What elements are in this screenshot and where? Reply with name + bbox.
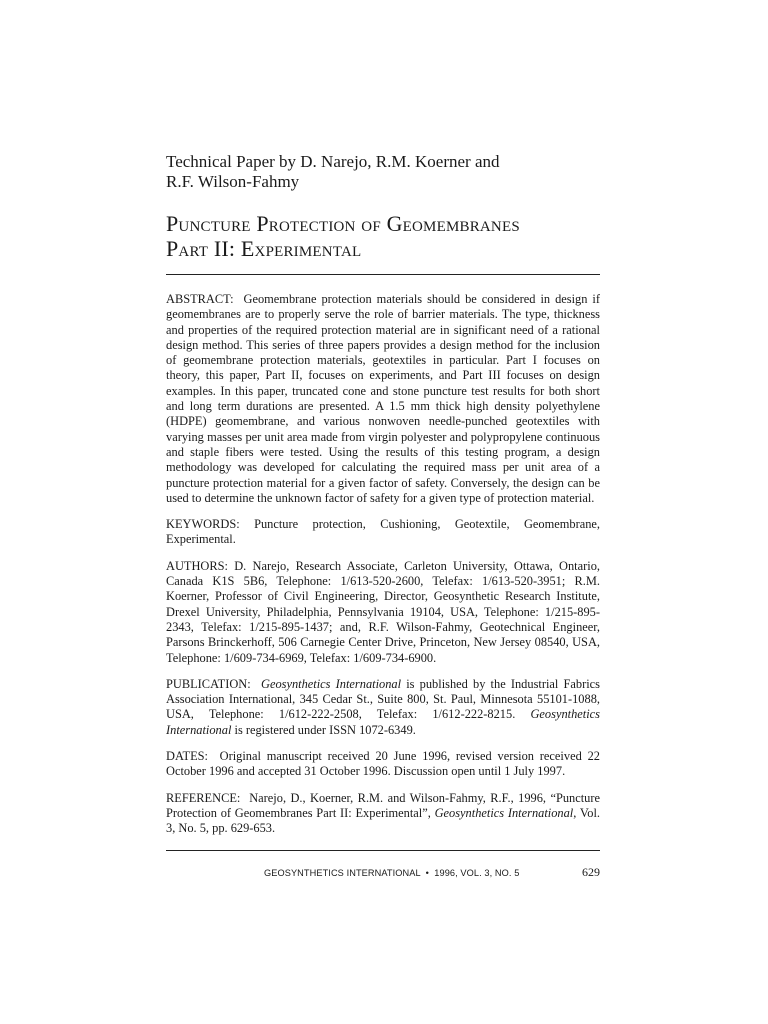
page-footer	[166, 866, 600, 882]
byline-line-1: Technical Paper by D. Narejo, R.M. Koerner and	[166, 152, 500, 171]
publication-journal-name: Geosynthetics International	[261, 676, 402, 691]
abstract-paragraph	[166, 292, 600, 506]
dates-label: DATES:	[166, 749, 208, 764]
dates-paragraph	[166, 749, 600, 780]
keywords-paragraph	[166, 517, 600, 548]
abstract-label: ABSTRACT:	[166, 292, 234, 306]
abstract-text: Geomembrane protection materials should be considered in design if geomembranes are to properly serve the role of barrier materials. The type, thickness and properties of the required protection material are in significant need of a rational design method. This series of three papers provides a design method for the inclusion of geomembrane protection materials, geotextiles in particular. Part I focuses on theory, this paper, Part II, focuses on experiments, and Part III focuses on design examples. In this paper, truncated cone and stone puncture test results for both short and long term durations are presented. A 1.5 mm thick high density polyethylene (HDPE) geomembrane, and various nonwoven needle-punched geotextiles with varying masses per unit area made from virgin polyester and polypropylene continuous and staple fibers were tested. Using the results of this testing program, a design methodology was developed for calculating the required mass per unit area of a puncture protection material for a given factor of safety. Conversely, the design can be used to determine the unknown factor of safety for a given type of protection material.	[166, 292, 600, 505]
keywords-text: Puncture protection, Cushioning, Geotextile, Geomembrane, Experimental.	[166, 517, 600, 547]
footer-journal-info: GEOSYNTHETICS INTERNATIONAL • 1996, VOL. 3, NO. 5	[264, 868, 520, 878]
title-divider	[166, 274, 600, 275]
title-line-1: Puncture Protection of Geomembranes	[166, 211, 520, 236]
publication-paragraph	[166, 677, 600, 738]
publication-journal-name-2: Geosynthetics International	[166, 707, 600, 737]
byline	[166, 152, 600, 192]
reference-label: REFERENCE:	[166, 790, 241, 805]
reference-text-1: Narejo, D., Koerner, R.M. and Wilson-Fahmy, R.F., 1996, “Puncture Protection of Geomembranes Part II: Experimental”,	[166, 790, 600, 820]
authors-text: D. Narejo, Research Associate, Carleton University, Ottawa, Ontario, Canada K1S 5B6, Telephone: 1/613-520-2600, Telefax: 1/613-520-3951; R.M. Koerner, Professor of Civil Engineering, Director, Geosynthetic Research Institute, Drexel University, Philadelphia, Pennsylvania 19104, USA, Telephone: 1/215-895-2343, Telefax: 1/215-895-1437; and, R.F. Wilson-Fahmy, Geotechnical Engineer, Parsons Brinckerhoff, 506 Carnegie Center Drive, Princeton, New Jersey 08540, USA, Telephone: 1/609-734-6969, Telefax: 1/609-734-6900.	[166, 558, 600, 665]
paper-first-page	[166, 152, 600, 851]
publication-text-2: is registered under ISSN 1072-6349.	[234, 722, 416, 737]
dates-text: Original manuscript received 20 June 1996, revised version received 22 October 1996 and accepted 31 October 1996. Discussion open until 1 July 1997.	[166, 749, 600, 779]
paper-title	[166, 211, 600, 261]
publication-label: PUBLICATION:	[166, 676, 251, 691]
byline-line-2: R.F. Wilson-Fahmy	[166, 172, 300, 191]
reference-paragraph	[166, 791, 600, 837]
publication-text-1: is published by the Industrial Fabrics Association International, 345 Cedar St., Suite 800, St. Paul, Minnesota 55101-1088, USA, Telephone: 1/612-222-2508, Telefax: 1/612-222-8215.	[166, 676, 600, 722]
reference-text-2: , Vol. 3, No. 5, pp. 629-653.	[166, 805, 600, 836]
footer-divider	[166, 850, 600, 851]
page-number: 629	[582, 865, 600, 879]
keywords-label: KEYWORDS:	[166, 517, 240, 532]
reference-journal-name: Geosynthetics International	[434, 805, 574, 820]
authors-label: AUTHORS:	[166, 558, 228, 573]
authors-paragraph	[166, 559, 600, 666]
title-line-2: Part II: Experimental	[166, 236, 362, 261]
